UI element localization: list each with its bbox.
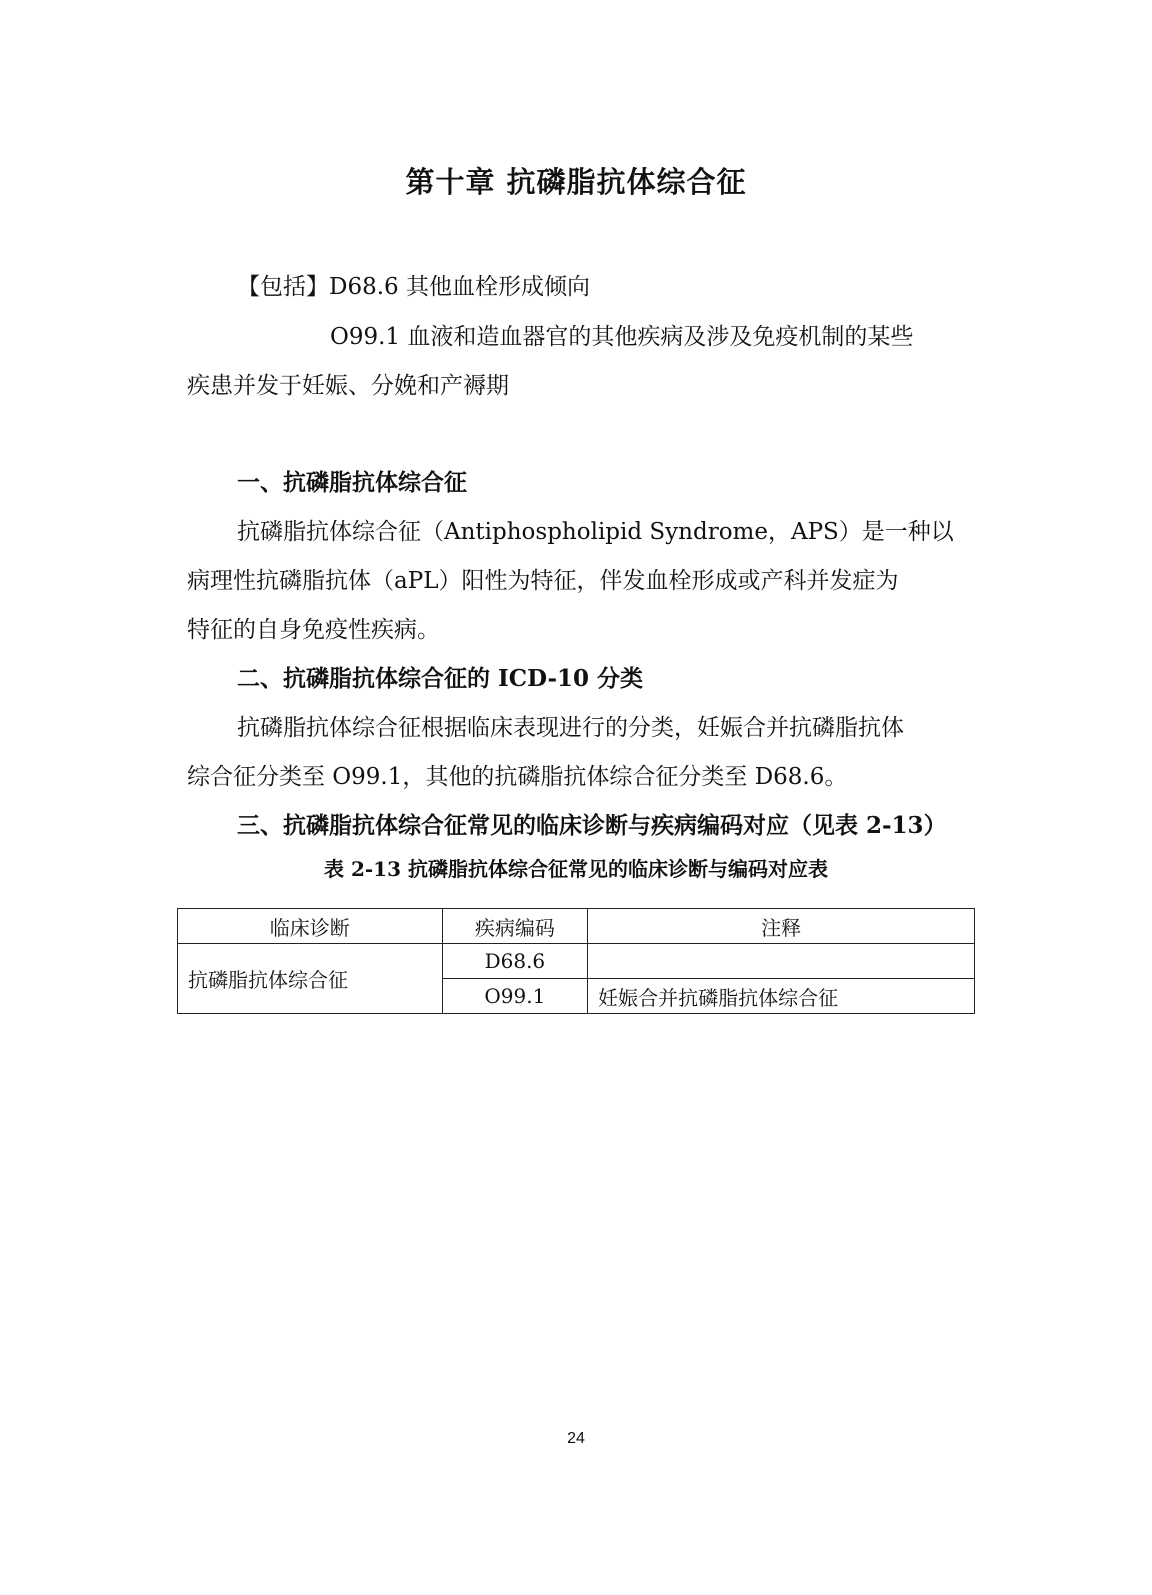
includes-line-2: O99.1 血液和造血器官的其他疾病及涉及免疫机制的某些 [330,324,914,350]
chapter-title: 第十章 抗磷脂抗体综合征 [405,165,747,199]
code-cell: O99.1 [442,979,588,1014]
note-cell [588,944,975,979]
table-caption: 表 2-13 抗磷脂抗体综合征常见的临床诊断与编码对应表 [324,857,828,881]
section-2-heading: 二、抗磷脂抗体综合征的 ICD-10 分类 [237,665,644,692]
section-3-heading: 三、抗磷脂抗体综合征常见的临床诊断与疾病编码对应（见表 2-13） [237,812,947,839]
section-2-paragraph-line-2: 综合征分类至 O99.1，其他的抗磷脂抗体综合征分类至 D68.6。 [187,764,848,790]
section-1-heading: 一、抗磷脂抗体综合征 [237,469,467,496]
page-number: 24 [567,1430,585,1447]
header-diagnosis: 临床诊断 [178,909,443,944]
section-1-paragraph-line-2: 病理性抗磷脂抗体（aPL）阳性为特征，伴发血栓形成或产科并发症为 [187,568,899,594]
section-1-paragraph-line-1: 抗磷脂抗体综合征（Antiphospholipid Syndrome，APS）是一种以 [237,519,954,545]
diagnosis-cell: 抗磷脂抗体综合征 [178,944,443,1014]
header-code: 疾病编码 [442,909,588,944]
table-header-row [178,909,975,944]
section-2-paragraph-line-1: 抗磷脂抗体综合征根据临床表现进行的分类，妊娠合并抗磷脂抗体 [237,715,904,741]
section-1-paragraph-line-3: 特征的自身免疫性疾病。 [187,617,440,643]
header-note: 注释 [588,909,975,944]
diagnosis-code-table [177,908,975,1014]
includes-line-1: 【包括】D68.6 其他血栓形成倾向 [237,274,590,300]
code-cell: D68.6 [442,944,588,979]
table-row [178,944,975,979]
includes-line-3: 疾患并发于妊娠、分娩和产褥期 [187,373,509,399]
note-cell: 妊娠合并抗磷脂抗体综合征 [588,979,975,1014]
